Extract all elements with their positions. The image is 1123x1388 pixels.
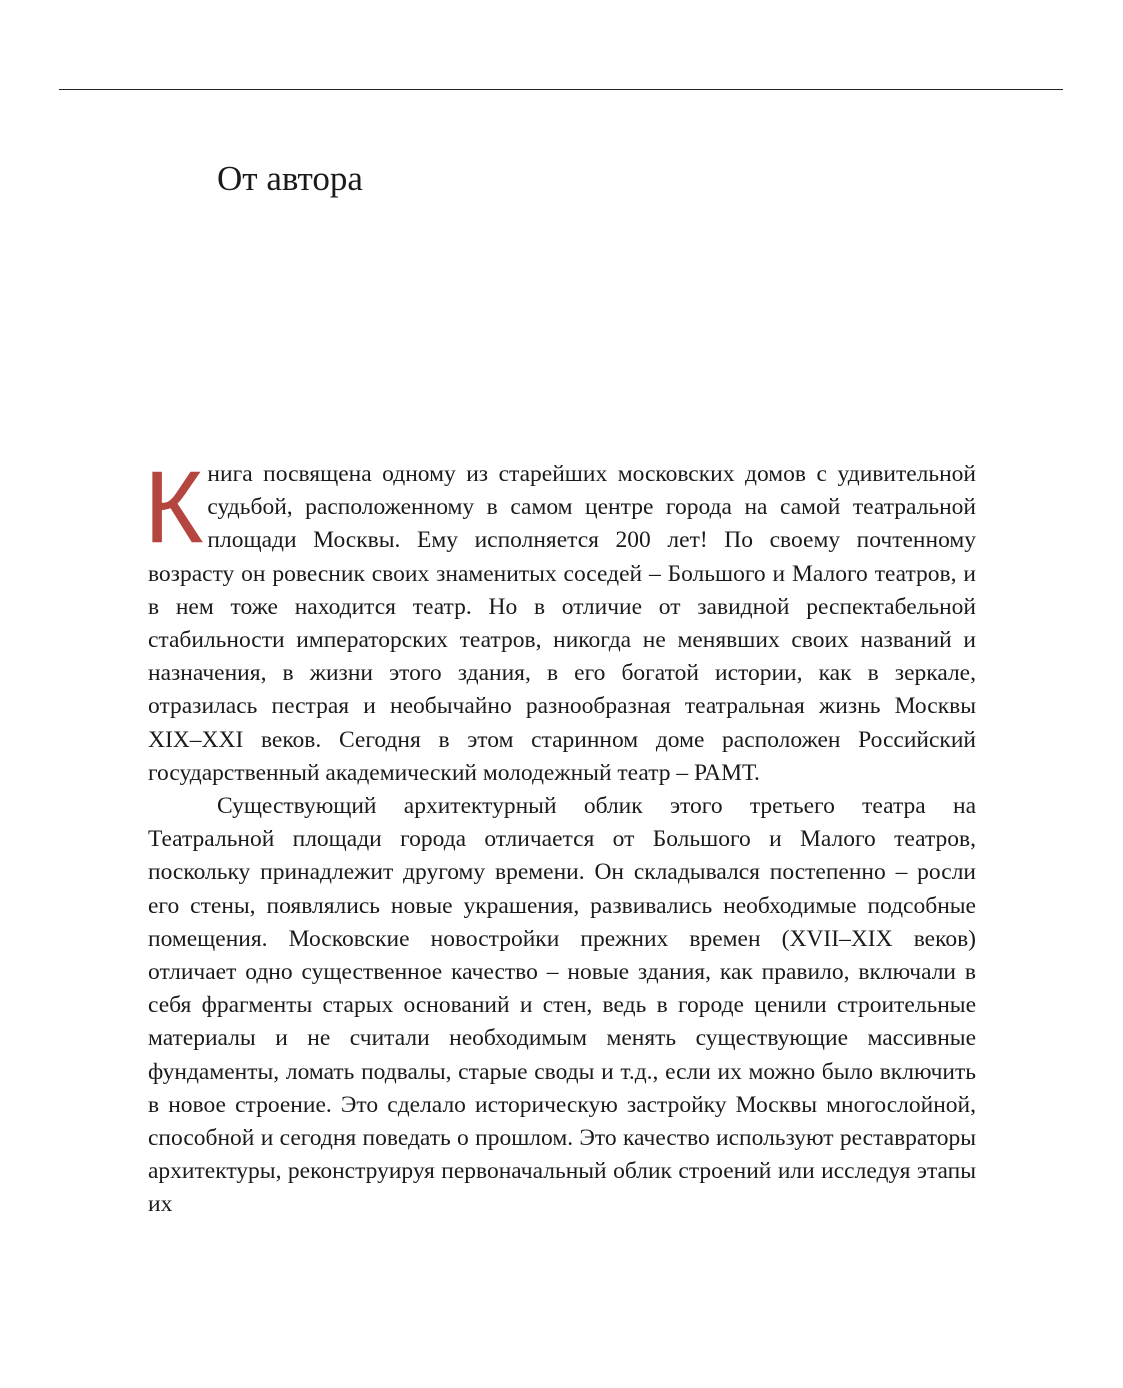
paragraph-1-text: нига посвящена одному из старейших московских домов с удивительной судьбой, расположенному в самом центре города на самой театральной площади Москвы. Ему исполняется 200 лет! По своему почтенному возрасту он ровесник своих знаменитых соседей – Большого и Малого театров, и в нем тоже находится театр. Но в отличие от завидной респектабельной стабильности императорских театров, никогда не менявших своих названий и назначения, в жизни этого здания, в его богатой истории, как в зеркале, отразилась пестрая и необычайно разнообразная театральная жизнь Москвы XIX–XXI веков. Сегодня в этом старинном доме расположен Российский государственный академический молодежный театр – РАМТ. [148, 461, 976, 786]
chapter-title: От автора [217, 159, 363, 198]
drop-cap: К [144, 450, 204, 564]
body-text [144, 450, 976, 1222]
paragraph-2: Существующий архитектурный облик этого третьего театра на Театральной площади города отличается от Большого и Малого театров, поскольку принадлежит другому времени. Он складывался постепенно – росли его стены, появлялись новые украшения, развивались необходимые подсобные помещения. Московские новостройки прежних времен (XVII–XIX веков) отличает одно существенное качество – новые здания, как правило, включали в себя фрагменты старых оснований и стен, ведь в городе ценили строительные материалы и не считали необходимым менять существующие массивные фундаменты, ломать подвалы, старые своды и т.д., если их можно было включить в новое строение. Это сделало историческую застройку Москвы многослойной, способной и сегодня поведать о прошлом. Это качество используют реставраторы архитектуры, реконструируя первоначальный облик строений или исследуя этапы их [148, 793, 976, 1218]
header-rule [59, 89, 1063, 90]
paragraph-1 [144, 450, 976, 790]
